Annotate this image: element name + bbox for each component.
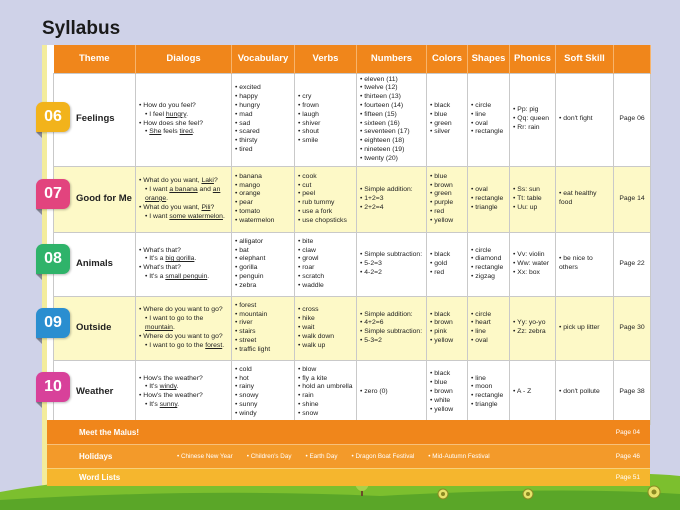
colors-item: • black	[430, 102, 464, 111]
verbs-item: • hold an umbrella	[298, 383, 353, 392]
malus-page: Page 04	[615, 428, 640, 436]
unit-page[interactable]: Page 06	[614, 73, 651, 166]
numbers-item: • Simple subtraction:	[360, 328, 423, 337]
unit-number-badge: 10	[36, 372, 70, 402]
header-dialogs: Dialogs	[136, 45, 232, 73]
colors-item: • black	[430, 251, 464, 260]
shapes-item: • rectangle	[471, 128, 506, 137]
verbs-item: • growl	[298, 255, 353, 264]
unit-theme: Outside	[54, 296, 136, 360]
verbs-item: • use a fork	[298, 208, 353, 217]
colors-item: • purple	[430, 199, 464, 208]
colors-item: • brown	[430, 388, 464, 397]
page-title: Syllabus	[42, 18, 121, 39]
numbers-item: • nineteen (19)	[360, 146, 423, 155]
unit-page[interactable]: Page 30	[614, 296, 651, 360]
shapes-item: • moon	[471, 383, 506, 392]
numbers-item: • twelve (12)	[360, 84, 423, 93]
soft-skill-item: • pick up litter	[559, 324, 610, 333]
unit-number-badge: 06	[36, 102, 70, 132]
dialogs-item: • What's that?	[139, 264, 228, 273]
dialogs-item: • I want to go to the mountain.	[139, 315, 228, 333]
verbs-item: • cross	[298, 306, 353, 315]
verbs-item: • fly a kite	[298, 375, 353, 384]
vocabulary-item: • tomato	[235, 208, 291, 217]
colors-item: • pink	[430, 328, 464, 337]
verbs-item: • bite	[298, 238, 353, 247]
numbers-item: • eleven (11)	[360, 76, 423, 85]
holiday-item: • Chinese New Year	[177, 453, 233, 460]
numbers-item: • sixteen (16)	[360, 120, 423, 129]
phonics-item: • Ss: sun	[513, 186, 552, 195]
numbers-item: • 5-2=3	[360, 260, 423, 269]
unit-theme: Good for Me	[54, 166, 136, 232]
vocabulary-item: • zebra	[235, 282, 291, 291]
verbs-item: • smile	[298, 137, 353, 146]
colors-item: • brown	[430, 182, 464, 191]
numbers-item: • 4+2=6	[360, 319, 423, 328]
dialogs-item: • What do you want, Pili?	[139, 204, 228, 213]
wordlists-label: Word Lists	[79, 473, 121, 482]
colors-item: • red	[430, 269, 464, 278]
dialogs-item: • I want some watermelon.	[139, 213, 228, 222]
unit-number-badge: 08	[36, 244, 70, 274]
verbs-item: • hike	[298, 315, 353, 324]
colors-item: • green	[430, 190, 464, 199]
vocabulary-item: • gorilla	[235, 264, 291, 273]
dialogs-item: • How's the weather?	[139, 392, 228, 401]
colors-item: • black	[430, 370, 464, 379]
numbers-item: • seventeen (17)	[360, 128, 423, 137]
holidays-bar[interactable]	[47, 444, 650, 468]
vocabulary-item: • thirsty	[235, 137, 291, 146]
dialogs-item: • What do you want, Laki?	[139, 177, 228, 186]
shapes-item: • rectangle	[471, 392, 506, 401]
wordlists-bar[interactable]	[47, 468, 650, 486]
verbs-item: • walk down	[298, 333, 353, 342]
flower-icon	[523, 489, 533, 499]
vocabulary-item: • excited	[235, 84, 291, 93]
numbers-item: • 2+2=4	[360, 204, 423, 213]
dialogs-item: • How does she feel?	[139, 120, 228, 129]
soft-skill-item: • eat healthy food	[559, 190, 610, 208]
verbs-item: • claw	[298, 247, 353, 256]
colors-item: • black	[430, 311, 464, 320]
verbs-item: • rub tummy	[298, 199, 353, 208]
vocabulary-item: • bat	[235, 247, 291, 256]
numbers-item: • twenty (20)	[360, 155, 423, 164]
dialogs-item: • Where do you want to go?	[139, 306, 228, 315]
header-shapes: Shapes	[468, 45, 510, 73]
vocabulary-item: • river	[235, 319, 291, 328]
verbs-item: • waddle	[298, 282, 353, 291]
colors-item: • green	[430, 120, 464, 129]
verbs-item: • shiver	[298, 120, 353, 129]
verbs-item: • snow	[298, 410, 353, 419]
shapes-item: • diamond	[471, 255, 506, 264]
vocabulary-item: • sad	[235, 120, 291, 129]
verbs-item: • shine	[298, 401, 353, 410]
vocabulary-item: • hungry	[235, 102, 291, 111]
header-colors: Colors	[427, 45, 468, 73]
unit-theme: Feelings	[54, 73, 136, 166]
shapes-item: • zigzag	[471, 273, 506, 282]
dialogs-item: • I feel hungry.	[139, 111, 228, 120]
vocabulary-item: • hot	[235, 375, 291, 384]
dialogs-item: • Where do you want to go?	[139, 333, 228, 342]
verbs-item: • laugh	[298, 111, 353, 120]
shapes-item: • line	[471, 111, 506, 120]
header-vocabulary: Vocabulary	[232, 45, 295, 73]
vocabulary-item: • elephant	[235, 255, 291, 264]
holidays-page: Page 46	[615, 453, 640, 460]
vocabulary-item: • street	[235, 337, 291, 346]
unit-theme: Weather	[54, 360, 136, 424]
vocabulary-item: • happy	[235, 93, 291, 102]
colors-item: • blue	[430, 379, 464, 388]
vocabulary-item: • mountain	[235, 311, 291, 320]
phonics-item: • Ww: water	[513, 260, 552, 269]
verbs-item: • peel	[298, 190, 353, 199]
dialogs-item: • I want a banana and an orange.	[139, 186, 228, 204]
verbs-item: • scratch	[298, 273, 353, 282]
verbs-item: • cook	[298, 173, 353, 182]
flower-icon	[438, 489, 448, 499]
unit-page[interactable]: Page 22	[614, 232, 651, 296]
unit-page[interactable]: Page 14	[614, 166, 651, 232]
vocabulary-item: • snowy	[235, 392, 291, 401]
vocabulary-item: • pear	[235, 199, 291, 208]
vocabulary-item: • mango	[235, 182, 291, 191]
phonics-item: • Zz: zebra	[513, 328, 552, 337]
flower-icon	[648, 486, 660, 498]
header-verbs: Verbs	[295, 45, 357, 73]
numbers-item: • Simple addition:	[360, 186, 423, 195]
colors-item: • gold	[430, 260, 464, 269]
phonics-item: • Qq: queen	[513, 115, 552, 124]
phonics-item: • Rr: rain	[513, 124, 552, 133]
verbs-item: • cry	[298, 93, 353, 102]
unit-number-badge: 07	[36, 179, 70, 209]
numbers-item: • fourteen (14)	[360, 102, 423, 111]
numbers-item: • zero (0)	[360, 388, 423, 397]
holiday-list	[177, 453, 490, 460]
verbs-item: • blow	[298, 366, 353, 375]
header-soft-skill: Soft Skill	[556, 45, 614, 73]
colors-item: • brown	[430, 319, 464, 328]
verbs-item: • shout	[298, 128, 353, 137]
vocabulary-item: • traffic light	[235, 346, 291, 355]
vocabulary-item: • tired	[235, 146, 291, 155]
holiday-item: • Children's Day	[247, 453, 292, 460]
verbs-item: • cut	[298, 182, 353, 191]
malus-bar[interactable]	[47, 420, 650, 444]
shapes-item: • line	[471, 328, 506, 337]
colors-item: • blue	[430, 111, 464, 120]
numbers-item: • 1+2=3	[360, 195, 423, 204]
dialogs-item: • What's that?	[139, 247, 228, 256]
soft-skill-item: • don't fight	[559, 115, 610, 124]
numbers-item: • 4-2=2	[360, 269, 423, 278]
phonics-item: • Tt: table	[513, 195, 552, 204]
holiday-item: • Mid-Autumn Festival	[428, 453, 489, 460]
phonics-item: • Yy: yo-yo	[513, 319, 552, 328]
shapes-item: • circle	[471, 311, 506, 320]
verbs-item: • walk up	[298, 342, 353, 351]
shapes-item: • line	[471, 375, 506, 384]
dialogs-item: • How do you feel?	[139, 102, 228, 111]
colors-item: • yellow	[430, 337, 464, 346]
wordlists-page: Page 51	[615, 474, 640, 481]
numbers-item: • Simple subtraction:	[360, 251, 423, 260]
holiday-item: • Earth Day	[306, 453, 338, 460]
header-theme: Theme	[54, 45, 136, 73]
colors-item: • silver	[430, 128, 464, 137]
shapes-item: • oval	[471, 120, 506, 129]
phonics-item: • Pp: pig	[513, 106, 552, 115]
vocabulary-item: • stairs	[235, 328, 291, 337]
phonics-item: • A - Z	[513, 388, 552, 397]
vocabulary-item: • penguin	[235, 273, 291, 282]
dialogs-item: • It's sunny.	[139, 401, 228, 410]
header-numbers: Numbers	[357, 45, 427, 73]
dialogs-item: • I want to go to the forest.	[139, 342, 228, 351]
phonics-item: • Xx: box	[513, 269, 552, 278]
vocabulary-item: • cold	[235, 366, 291, 375]
vocabulary-item: • sunny	[235, 401, 291, 410]
verbs-item: • use chopsticks	[298, 217, 353, 226]
phonics-item: • Uu: up	[513, 204, 552, 213]
vocabulary-item: • forest	[235, 302, 291, 311]
vocabulary-item: • orange	[235, 190, 291, 199]
numbers-item: • thirteen (13)	[360, 93, 423, 102]
numbers-item: • eighteen (18)	[360, 137, 423, 146]
shapes-item: • oval	[471, 186, 506, 195]
dialogs-item: • It's a small penguin.	[139, 273, 228, 282]
colors-item: • blue	[430, 173, 464, 182]
shapes-item: • heart	[471, 319, 506, 328]
colors-item: • white	[430, 397, 464, 406]
dialogs-item: • It's windy.	[139, 383, 228, 392]
vocabulary-item: • watermelon	[235, 217, 291, 226]
colors-item: • red	[430, 208, 464, 217]
verbs-item: • roar	[298, 264, 353, 273]
numbers-item: • 5-3=2	[360, 337, 423, 346]
unit-number-badge: 09	[36, 308, 70, 338]
soft-skill-item: • be nice to others	[559, 255, 610, 273]
holidays-label: Holidays	[79, 452, 113, 461]
holiday-item: • Dragon Boat Festival	[351, 453, 414, 460]
shapes-item: • circle	[471, 247, 506, 256]
vocabulary-item: • windy	[235, 410, 291, 419]
numbers-item: • Simple addition:	[360, 311, 423, 320]
shapes-item: • rectangle	[471, 195, 506, 204]
shapes-item: • triangle	[471, 401, 506, 410]
dialogs-item: • It's a big gorilla.	[139, 255, 228, 264]
shapes-item: • triangle	[471, 204, 506, 213]
vocabulary-item: • alligator	[235, 238, 291, 247]
colors-item: • yellow	[430, 217, 464, 226]
verbs-item: • rain	[298, 392, 353, 401]
malus-label: Meet the Malus!	[79, 427, 140, 437]
shapes-item: • oval	[471, 337, 506, 346]
colors-item: • yellow	[430, 406, 464, 415]
dialogs-item: • She feels tired.	[139, 128, 228, 137]
shapes-item: • rectangle	[471, 264, 506, 273]
phonics-item: • Vv: violin	[513, 251, 552, 260]
verbs-item: • wait	[298, 324, 353, 333]
dialogs-item: • How's the weather?	[139, 375, 228, 384]
header-phonics: Phonics	[510, 45, 556, 73]
vocabulary-item: • rainy	[235, 383, 291, 392]
vocabulary-item: • banana	[235, 173, 291, 182]
shapes-item: • circle	[471, 102, 506, 111]
verbs-item: • frown	[298, 102, 353, 111]
unit-page[interactable]: Page 38	[614, 360, 651, 424]
numbers-item: • fifteen (15)	[360, 111, 423, 120]
vocabulary-item: • scared	[235, 128, 291, 137]
soft-skill-item: • don't pollute	[559, 388, 610, 397]
vocabulary-item: • mad	[235, 111, 291, 120]
unit-theme: Animals	[54, 232, 136, 296]
